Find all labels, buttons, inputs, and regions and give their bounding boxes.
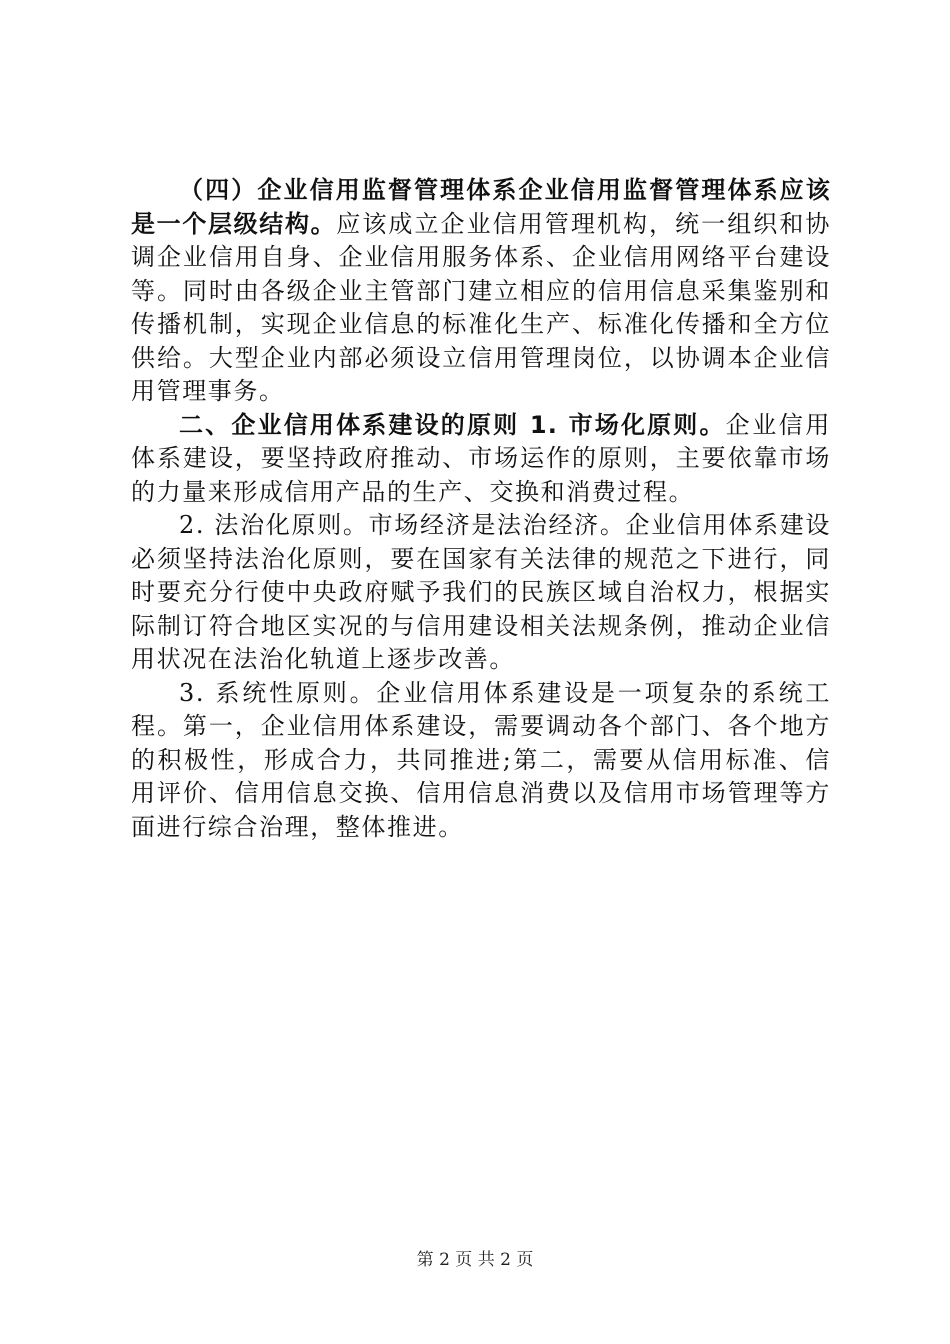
paragraph-credit-supervision xyxy=(131,174,831,409)
paragraph-systematic xyxy=(131,677,831,845)
paragraph-text: 企业信用体系建设，要坚持政府推动、市场运作的原则，主要依靠市场的力量来形成信用产品的生产、交换和消费过程。 xyxy=(131,410,831,506)
paragraph-text: 2. 法治化原则。市场经济是法治经济。企业信用体系建设必须坚持法治化原则，要在国家有关法律的规范之下进行，同时要充分行使中央政府赋予我们的民族区域自治权力，根据实际制订符合地区实况的与信用建设相关法规条例，推动企业信用状况在法治化轨道上逐步改善。 xyxy=(131,511,831,673)
page-footer: 第 2 页 共 2 页 xyxy=(416,1250,534,1270)
section-heading: 二、企业信用体系建设的原则 1. 市场化原则。 xyxy=(179,410,726,439)
paragraph-principles xyxy=(131,409,831,510)
document-body xyxy=(131,174,831,844)
paragraph-text: 应该成立企业信用管理机构，统一组织和协调企业信用自身、企业信用服务体系、企业信用网络平台建设等。同时由各级企业主管部门建立相应的信用信息采集鉴别和传播机制，实现企业信息的标准化生产、标准化传播和全方位供给。大型企业内部必须设立信用管理岗位，以协调本企业信用管理事务。 xyxy=(131,209,831,405)
paragraph-heading: （四）企业信用监督管理体系企业信用监督管理体系应该是一个层级结构。 xyxy=(131,176,831,238)
paragraph-rule-of-law xyxy=(131,509,831,677)
paragraph-text: 3. 系统性原则。企业信用体系建设是一项复杂的系统工程。第一，企业信用体系建设，需要调动各个部门、各个地方的积极性，形成合力，共同推进;第二，需要从信用标准、信用评价、信用信息交换、信用信息消费以及信用市场管理等方面进行综合治理，整体推进。 xyxy=(131,678,831,841)
